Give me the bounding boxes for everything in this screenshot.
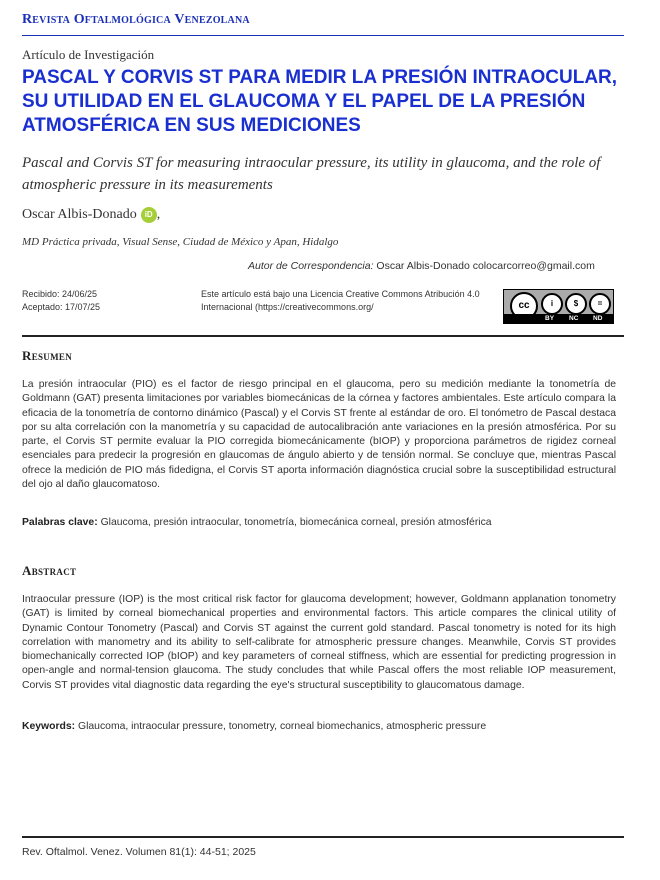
cc-icon: cc <box>510 292 538 320</box>
noncommercial-icon: $ <box>565 293 587 315</box>
cc-license-badge[interactable] <box>503 289 614 324</box>
keywords-label-en: Keywords: <box>22 721 76 732</box>
keywords-es: Glaucoma, presión intraocular, tonometría, biomecánica corneal, presión atmosférica <box>100 517 492 528</box>
abstract-heading: Abstract <box>22 563 77 578</box>
received-date: Recibido: 24/06/25 <box>22 289 98 299</box>
author-line <box>22 207 160 223</box>
article-subtitle: Pascal and Corvis ST for measuring intraocular pressure, its utility in glaucoma, and the role of atmospheric pressure in its measurements <box>22 155 601 193</box>
header-rule <box>22 35 624 36</box>
dates-block <box>22 288 100 314</box>
footer-rule <box>22 836 624 838</box>
journal-name: Revista Oftalmológica Venezolana <box>22 12 250 27</box>
article-title: PASCAL Y CORVIS ST PARA MEDIR LA PRESIÓN INTRAOCULAR, SU UTILIDAD EN EL GLAUCOMA Y EL PAPEL DE LA PRESIÓN ATMOSFÉRICA EN SUS MEDICIONES <box>22 67 618 136</box>
noderivatives-icon: = <box>589 293 611 315</box>
keywords-en: Glaucoma, intraocular pressure, tonometry, corneal biomechanics, atmospheric pressure <box>78 721 487 732</box>
resumen-heading: Resumen <box>22 348 72 363</box>
nd-label: ND <box>593 315 603 322</box>
author-affiliation: MD Práctica privada, Visual Sense, Ciudad de México y Apan, Hidalgo <box>22 236 339 248</box>
corresponding-author <box>248 260 595 272</box>
abstract-text: Intraocular pressure (IOP) is the most critical risk factor for glaucoma development; however, Goldmann applanation tonometry (GAT) is limited by corneal biomechanical properties and environmental factors. This article compares the clinical utility of Dynamic Contour Tonometry (Pascal) and Corvis ST against the current gold standard. Pascal tonometry is noted for its high correlation with manometry and its ability to self-calibrate for atmospheric pressure changes. Meanwhile, Corvis ST provides biomechanically corrected IOP (bIOP) and key parameters of corneal stiffness, which are essential for predicting progression in open-angle and normal-tension glaucoma. The study concludes that while Pascal offers the most reliable IOP measurement, Corvis ST provides vital diagnostic data regarding the eye's structural susceptibility to glaucomatous damage. <box>22 594 616 691</box>
by-label: BY <box>545 315 555 322</box>
keywords-label-es: Palabras clave: <box>22 517 98 528</box>
attribution-icon: i <box>541 293 563 315</box>
footer-citation: Rev. Oftalmol. Venez. Volumen 81(1): 44-51; 2025 <box>22 846 256 858</box>
section-divider <box>22 335 624 337</box>
resumen-text: La presión intraocular (PIO) es el factor de riesgo principal en el glaucoma, pero su medición mediante la tonometría de Goldmann (GAT) presenta limitaciones por variables biomecánicas de la córnea y factores ambientales. Este artículo compara la eficacia de la tonometría de contorno dinámico (Pascal) y el Corvis ST frente al estándar de oro. El tonómetro de Pascal destaca por su alta correlación con la manometría y su capacidad de autocalibración ante variaciones en la presión atmosférica. Por su parte, el Corvis ST permite evaluar la PIO corregida biomecánicamente (bIOP) y proporciona parámetros de rigidez corneal esenciales para predecir la progresión en glaucomas de ángulo abierto y de tensión normal. Se concluye que, mientras Pascal ofrece la medición de PIO más fidedigna, el Corvis ST aporta información diagnóstica crucial sobre la susceptibilidad estructural del ojo al daño glaucomatoso. <box>22 379 616 491</box>
corr-value: Oscar Albis-Donado colocarcorreo@gmail.com <box>376 260 595 272</box>
abstract-keywords <box>22 721 632 732</box>
nc-label: NC <box>569 315 579 322</box>
accepted-date: Aceptado: 17/07/25 <box>22 302 101 312</box>
orcid-icon[interactable]: iD <box>141 207 157 223</box>
author-trailing: , <box>156 207 161 222</box>
article-type: Artículo de Investigación <box>22 47 155 62</box>
resumen-keywords <box>22 517 632 528</box>
license-text: Este artículo está bajo una Licencia Creative Commons Atribución 4.0 Internacional (https://creativecommons.org/ <box>201 289 480 312</box>
author-name: Oscar Albis-Donado <box>22 207 137 222</box>
corr-label: Autor de Correspondencia: <box>248 260 374 272</box>
